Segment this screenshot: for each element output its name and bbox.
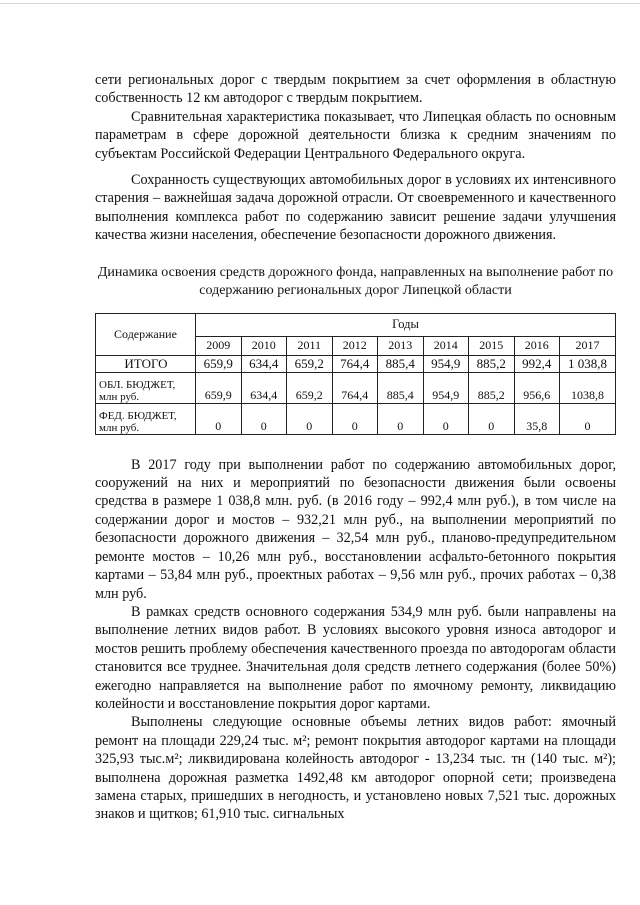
year-cell: 2011 <box>287 336 333 355</box>
value-cell: 885,4 <box>378 372 424 403</box>
paragraph-bottom-1: В 2017 году при выполнении работ по содержанию автомобильных дорог, сооружений на них и мероприятий по безопасности движения были освоены средства в размере 1 038,8 млн. руб. (в 2016 году – 992,4 млн руб.), в том числе на содержании дорог и мостов – 932,21 млн руб., на выполнении мероприятий по безопасности дорожного движения – 32,54 млн руб., планово-предупредительном ремонте мостов – 10,26 млн руб., восстановлении асфальто-бетонного покрытия картами – 53,84 млн руб., проектных работах – 9,56 млн руб., прочих работах – 0,38 млн руб. <box>95 456 616 602</box>
row-label: ИТОГО <box>96 355 196 372</box>
value-cell: 634,4 <box>241 355 287 372</box>
value-cell: 885,4 <box>378 355 424 372</box>
value-cell: 634,4 <box>241 372 287 403</box>
value-cell: 885,2 <box>469 372 515 403</box>
paragraph-top-3: Сохранность существующих автомобильных дорог в условиях их интенсивного старения – важнейшая задача дорожной отрасли. От своевременного и качественного выполнения комплекса работ по содержанию зависит решение задачи улучшения качества жизни населения, обеспечение безопасности дорожного движения. <box>95 172 616 244</box>
value-cell: 764,4 <box>332 355 378 372</box>
value-cell: 764,4 <box>332 372 378 403</box>
document-page <box>95 71 616 824</box>
table-header-years: Годы <box>196 313 616 336</box>
table-header-content: Содержание <box>96 313 196 355</box>
paragraph-top-2: Сравнительная характеристика показывает, что Липецкая область по основным параметрам в сфере дорожной деятельности близка к средним значениям по субъектам Российской Федерации Центрального Федерального округа. <box>95 108 616 162</box>
year-cell: 2009 <box>196 336 242 355</box>
value-cell: 1 038,8 <box>560 355 616 372</box>
year-cell: 2016 <box>514 336 560 355</box>
value-cell: 992,4 <box>514 355 560 372</box>
value-cell: 0 <box>241 403 287 434</box>
table-row <box>96 403 616 434</box>
year-cell: 2017 <box>560 336 616 355</box>
value-cell: 0 <box>469 403 515 434</box>
value-cell: 956,6 <box>514 372 560 403</box>
value-cell: 1038,8 <box>560 372 616 403</box>
year-cell: 2014 <box>423 336 469 355</box>
value-cell: 659,9 <box>196 355 242 372</box>
year-cell: 2015 <box>469 336 515 355</box>
year-cell: 2013 <box>378 336 424 355</box>
row-label: ФЕД. БЮДЖЕТ, млн руб. <box>96 403 196 434</box>
paragraph-bottom-3: Выполнены следующие основные объемы летних видов работ: ямочный ремонт на площади 229,24 тыс. м²; ремонт покрытия автодорог картами на площади 325,93 тыс.м²; ликвидирована колейность автодорог - 13,234 тыс. тн (140 тыс. м²); выполнена дорожная разметка 1492,48 км автодорог опорной сети; произведена замена старых, пришедших в негодность, и установлено новых 7,521 тыс. дорожных знаков и щитков; 61,910 тыс. сигнальных <box>95 714 616 823</box>
value-cell: 0 <box>378 403 424 434</box>
value-cell: 0 <box>560 403 616 434</box>
value-cell: 0 <box>196 403 242 434</box>
road-fund-table <box>95 313 616 435</box>
year-cell: 2010 <box>241 336 287 355</box>
value-cell: 659,2 <box>287 372 333 403</box>
paragraph-top-1: сети региональных дорог с твердым покрытием за счет оформления в областную собственность 12 км автодорог с твердым покрытием. <box>95 72 616 107</box>
table-row <box>96 372 616 403</box>
value-cell: 0 <box>287 403 333 434</box>
value-cell: 0 <box>332 403 378 434</box>
value-cell: 35,8 <box>514 403 560 434</box>
value-cell: 885,2 <box>469 355 515 372</box>
value-cell: 659,2 <box>287 355 333 372</box>
page-top-edge <box>0 3 640 4</box>
paragraph-bottom-2: В рамках средств основного содержания 534,9 млн руб. были направлены на выполнение летних видов работ. В условиях высокого уровня износа автодорог и мостов решить проблему обеспечения качественного проезда по автодорогам области становится все труднее. Значительная доля средств летнего содержания (более 50%) ежегодно направляется на выполнение работ по ямочному ремонту, ликвидацию колейности и восстановление покрытия дорог картами. <box>95 603 616 712</box>
table-row <box>96 355 616 372</box>
year-cell: 2012 <box>332 336 378 355</box>
table-caption: Динамика освоения средств дорожного фонда, направленных на выполнение работ по содержанию региональных дорог Липецкой области <box>97 264 614 298</box>
value-cell: 0 <box>423 403 469 434</box>
value-cell: 954,9 <box>423 372 469 403</box>
value-cell: 954,9 <box>423 355 469 372</box>
value-cell: 659,9 <box>196 372 242 403</box>
row-label: ОБЛ. БЮДЖЕТ, млн руб. <box>96 372 196 403</box>
